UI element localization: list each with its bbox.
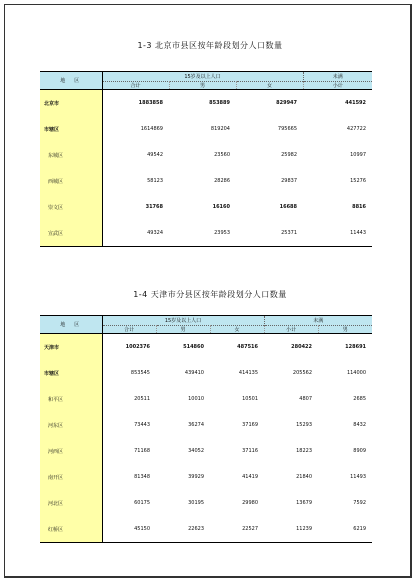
header-total: 合计 xyxy=(102,326,156,334)
cell-value: 36274 xyxy=(188,422,204,428)
region-name: 北京市 xyxy=(40,90,102,117)
cell-value: 22623 xyxy=(156,516,210,543)
cell-value: 2685 xyxy=(353,396,367,402)
region-name: 天津市 xyxy=(40,334,102,361)
region-name: 河西区 xyxy=(40,438,102,464)
cell-value: 795665 xyxy=(277,126,298,132)
header-female: 女 xyxy=(236,82,303,90)
cell-value: 71168 xyxy=(134,448,150,454)
cell-value: 37116 xyxy=(242,448,259,454)
cell-value: 49542 xyxy=(147,152,163,158)
cell-value: 45150 xyxy=(102,516,156,543)
cell-value: 205562 xyxy=(292,370,313,376)
cell-value: 20511 xyxy=(134,396,150,402)
cell-value: 21840 xyxy=(296,474,313,480)
cell-value: 8432 xyxy=(353,422,367,428)
cell-value: 37169 xyxy=(242,422,259,428)
header-subtotal: 小计 xyxy=(303,82,372,90)
cell-value: 11239 xyxy=(264,516,318,543)
cell-value: 514860 xyxy=(183,344,204,350)
cell-value: 414135 xyxy=(238,370,259,376)
header-male: 男 xyxy=(156,326,210,334)
table-row xyxy=(40,438,372,464)
region-name: 南开区 xyxy=(40,464,102,490)
cell-value: 15293 xyxy=(296,422,313,428)
table-row xyxy=(40,516,372,543)
table-row xyxy=(40,386,372,412)
header-group-0-14: 未满 xyxy=(264,316,372,326)
region-name: 宣武区 xyxy=(40,220,102,247)
cell-value: 49324 xyxy=(102,220,169,247)
cell-value: 853545 xyxy=(130,370,150,376)
cell-value: 18223 xyxy=(296,448,313,454)
cell-value: 60175 xyxy=(134,500,150,506)
header-total: 合计 xyxy=(102,82,169,90)
table-tianjin xyxy=(40,315,372,543)
cell-value: 128691 xyxy=(345,344,367,350)
table-title-beijing: 1-3 北京市县区按年龄段划分人口数量 xyxy=(137,41,283,50)
table-row xyxy=(40,464,372,490)
cell-value: 34052 xyxy=(188,448,204,454)
cell-value: 25982 xyxy=(281,152,298,158)
region-name: 河北区 xyxy=(40,490,102,516)
cell-value: 10501 xyxy=(242,396,259,402)
cell-value: 853889 xyxy=(209,100,230,106)
cell-value: 8816 xyxy=(352,204,367,210)
region-name: 崇文区 xyxy=(40,194,102,220)
region-name: 西城区 xyxy=(40,168,102,194)
region-name: 河东区 xyxy=(40,412,102,438)
header-group-15plus: 15岁及以上人口 xyxy=(102,72,303,82)
cell-value: 1883858 xyxy=(138,100,163,106)
cell-value: 23560 xyxy=(214,152,230,158)
cell-value: 427722 xyxy=(346,126,367,132)
cell-value: 10997 xyxy=(350,152,367,158)
header-group-15plus: 15岁及以上人口 xyxy=(102,316,264,326)
cell-value: 23953 xyxy=(169,220,236,247)
cell-value: 280422 xyxy=(291,344,313,350)
table-row xyxy=(40,116,372,142)
table-row xyxy=(40,168,372,194)
cell-value: 1614869 xyxy=(140,126,163,132)
cell-value: 28286 xyxy=(214,178,230,184)
cell-value: 30195 xyxy=(188,500,204,506)
cell-value: 81348 xyxy=(134,474,150,480)
table-title-tianjin: 1-4 天津市分县区按年龄段划分人口数量 xyxy=(133,290,287,299)
header-group-0-14: 未满 xyxy=(303,72,372,82)
cell-value: 22527 xyxy=(210,516,264,543)
table-row xyxy=(40,194,372,220)
cell-value: 8909 xyxy=(353,448,367,454)
cell-value: 11493 xyxy=(350,474,367,480)
cell-value: 10010 xyxy=(188,396,204,402)
cell-value: 58123 xyxy=(147,178,163,184)
table-row xyxy=(40,220,372,247)
cell-value: 11443 xyxy=(303,220,372,247)
cell-value: 487516 xyxy=(237,344,259,350)
cell-value: 29980 xyxy=(242,500,259,506)
cell-value: 829947 xyxy=(276,100,298,106)
cell-value: 441592 xyxy=(345,100,367,106)
cell-value: 15276 xyxy=(350,178,367,184)
region-name: 红桥区 xyxy=(40,516,102,543)
cell-value: 25371 xyxy=(236,220,303,247)
table-beijing xyxy=(40,71,372,247)
region-name: 东城区 xyxy=(40,142,102,168)
table-row xyxy=(40,360,372,386)
header-region: 地 区 xyxy=(40,316,102,334)
cell-value: 13679 xyxy=(296,500,313,506)
cell-value: 6219 xyxy=(318,516,372,543)
region-name: 和平区 xyxy=(40,386,102,412)
table-row xyxy=(40,142,372,168)
header-male: 男 xyxy=(169,82,236,90)
cell-value: 7592 xyxy=(353,500,367,506)
cell-value: 41419 xyxy=(242,474,259,480)
cell-value: 16160 xyxy=(212,204,230,210)
region-name: 市辖区 xyxy=(40,360,102,386)
table-row xyxy=(40,412,372,438)
header-female: 女 xyxy=(210,326,264,334)
table-row xyxy=(40,90,372,117)
region-name: 市辖区 xyxy=(40,116,102,142)
cell-value: 16688 xyxy=(279,204,298,210)
cell-value: 1002376 xyxy=(125,344,150,350)
cell-value: 114000 xyxy=(346,370,367,376)
table-row xyxy=(40,334,372,361)
cell-value: 819204 xyxy=(210,126,230,132)
cell-value: 29837 xyxy=(281,178,298,184)
cell-value: 31768 xyxy=(145,204,163,210)
table-row xyxy=(40,490,372,516)
header-region: 地 区 xyxy=(40,72,102,90)
header-subtotal: 小计 xyxy=(264,326,318,334)
cell-value: 73443 xyxy=(134,422,150,428)
header-male-0-14: 男 xyxy=(318,326,372,334)
cell-value: 39929 xyxy=(188,474,204,480)
cell-value: 439410 xyxy=(184,370,204,376)
cell-value: 4807 xyxy=(299,396,313,402)
